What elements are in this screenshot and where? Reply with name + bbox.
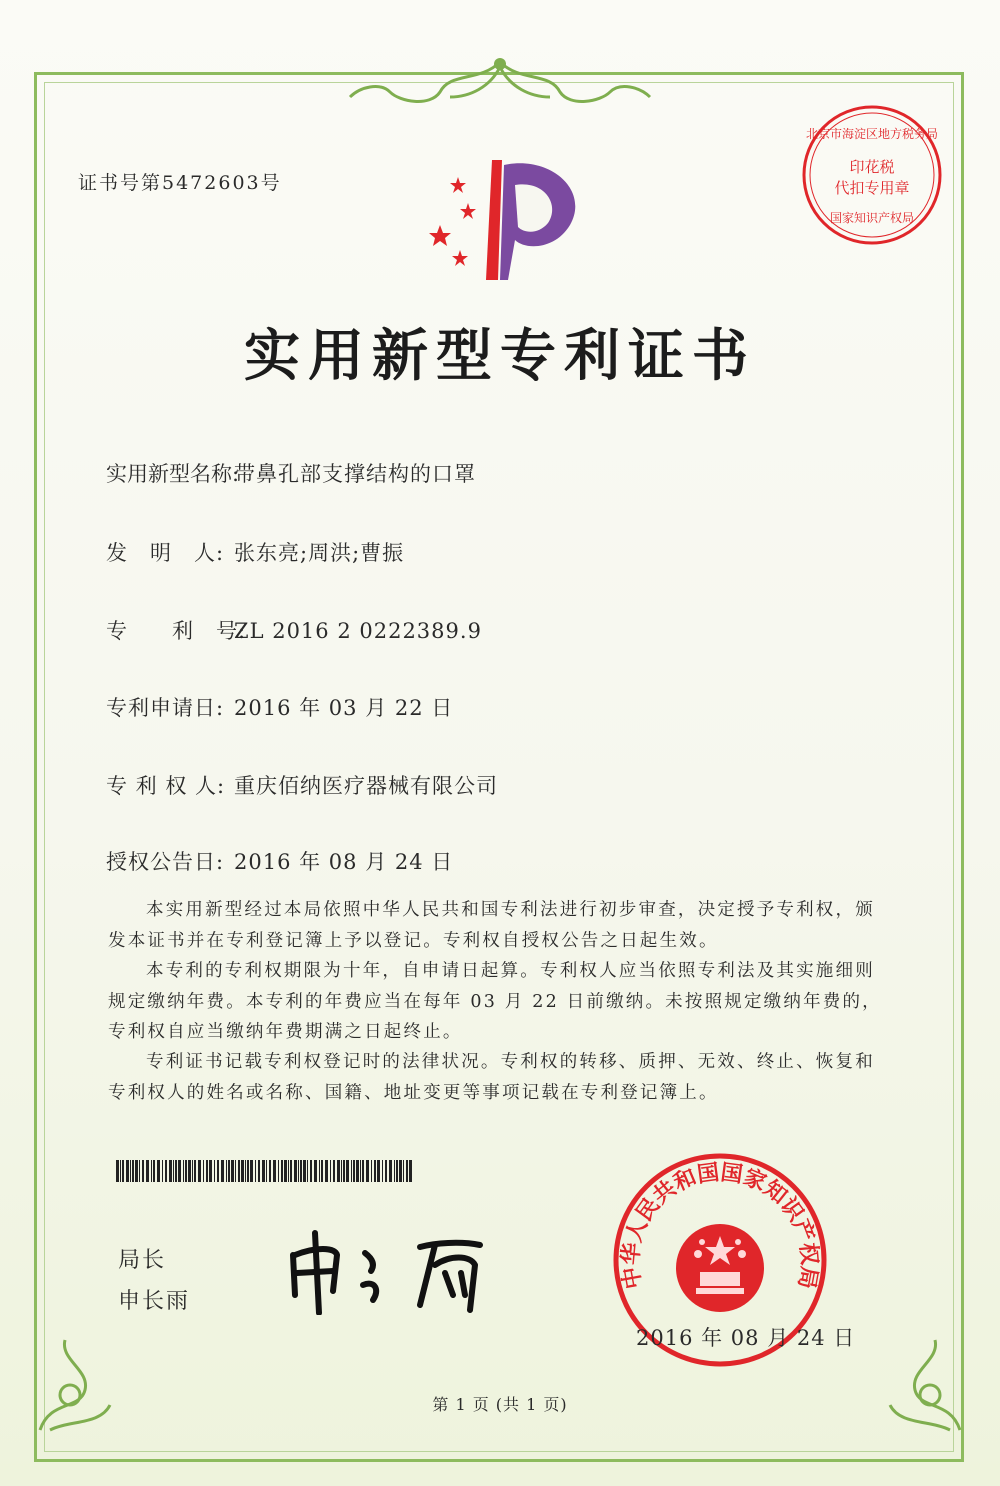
tax-seal-stamp <box>797 100 947 250</box>
field-inventors <box>106 537 404 567</box>
field-value: 张东亮;周洪;曹振 <box>234 541 405 565</box>
field-value: 重庆佰纳医疗器械有限公司 <box>234 774 498 798</box>
bottom-right-ornament-icon <box>880 1320 970 1440</box>
seal-date: 2016 年 08 月 24 日 <box>636 1326 856 1350</box>
director-title: 局长 <box>118 1248 167 1273</box>
svg-text:代扣专用章: 代扣专用章 <box>834 179 910 197</box>
body-paragraph: 本专利的专利权期限为十年，自申请日起算。专利权人应当依照专利法及其实施细则规定缴纳年费。本专利的年费应当在每年 03 月 22 日前缴纳。未按照规定缴纳年费的，专利权自应当缴纳年费期满之日起终止。 <box>108 961 882 1042</box>
field-label: 授权公告日: <box>106 850 225 874</box>
top-ornament-icon <box>330 52 670 122</box>
svg-text:国家知识产权局: 国家知识产权局 <box>829 211 915 225</box>
field-label: 专 利 号: <box>106 619 247 643</box>
body-paragraph: 本实用新型经过本局依照中华人民共和国专利法进行初步审查，决定授予专利权，颁发本证书并在专利登记簿上予以登记。专利权自授权公告之日起生效。 <box>108 900 875 951</box>
barcode-icon <box>116 1160 416 1182</box>
director-name: 申长雨 <box>118 1289 191 1314</box>
field-patent-number <box>106 615 482 645</box>
field-patentee <box>106 770 498 800</box>
field-application-date <box>106 692 453 722</box>
field-label: 发 明 人: <box>106 541 225 565</box>
field-label: 专 利 权 人: <box>106 774 226 798</box>
svg-text:北京市海淀区地方税务局: 北京市海淀区地方税务局 <box>805 127 939 141</box>
field-grant-date <box>106 846 453 876</box>
bottom-left-ornament-icon <box>30 1320 120 1440</box>
certificate-number: 证书号第5472603号 <box>78 172 282 194</box>
page-number: 第 1 页 (共 1 页) <box>432 1395 568 1414</box>
director-signature <box>285 1225 515 1315</box>
field-label: 实用新型名称: <box>106 462 240 486</box>
body-paragraph: 专利证书记载专利权登记时的法律状况。专利权的转移、质押、无效、终止、恢复和专利权人的姓名或名称、国籍、地址变更等事项记载在专利登记簿上。 <box>108 1052 875 1103</box>
field-label: 专利申请日: <box>106 696 225 720</box>
patent-office-logo-icon <box>420 155 590 285</box>
svg-text:中华人民共和国国家知识产权局: 中华人民共和国国家知识产权局 <box>617 1159 823 1291</box>
field-utility-model-name <box>106 458 476 488</box>
field-value: 2016 年 03 月 22 日 <box>234 696 454 720</box>
field-value: 带鼻孔部支撑结构的口罩 <box>234 462 476 486</box>
field-value: ZL 2016 2 0222389.9 <box>234 619 482 643</box>
page-title: 实用新型专利证书 <box>244 323 756 389</box>
svg-text:印花税: 印花税 <box>849 158 895 176</box>
field-value: 2016 年 08 月 24 日 <box>234 850 454 874</box>
